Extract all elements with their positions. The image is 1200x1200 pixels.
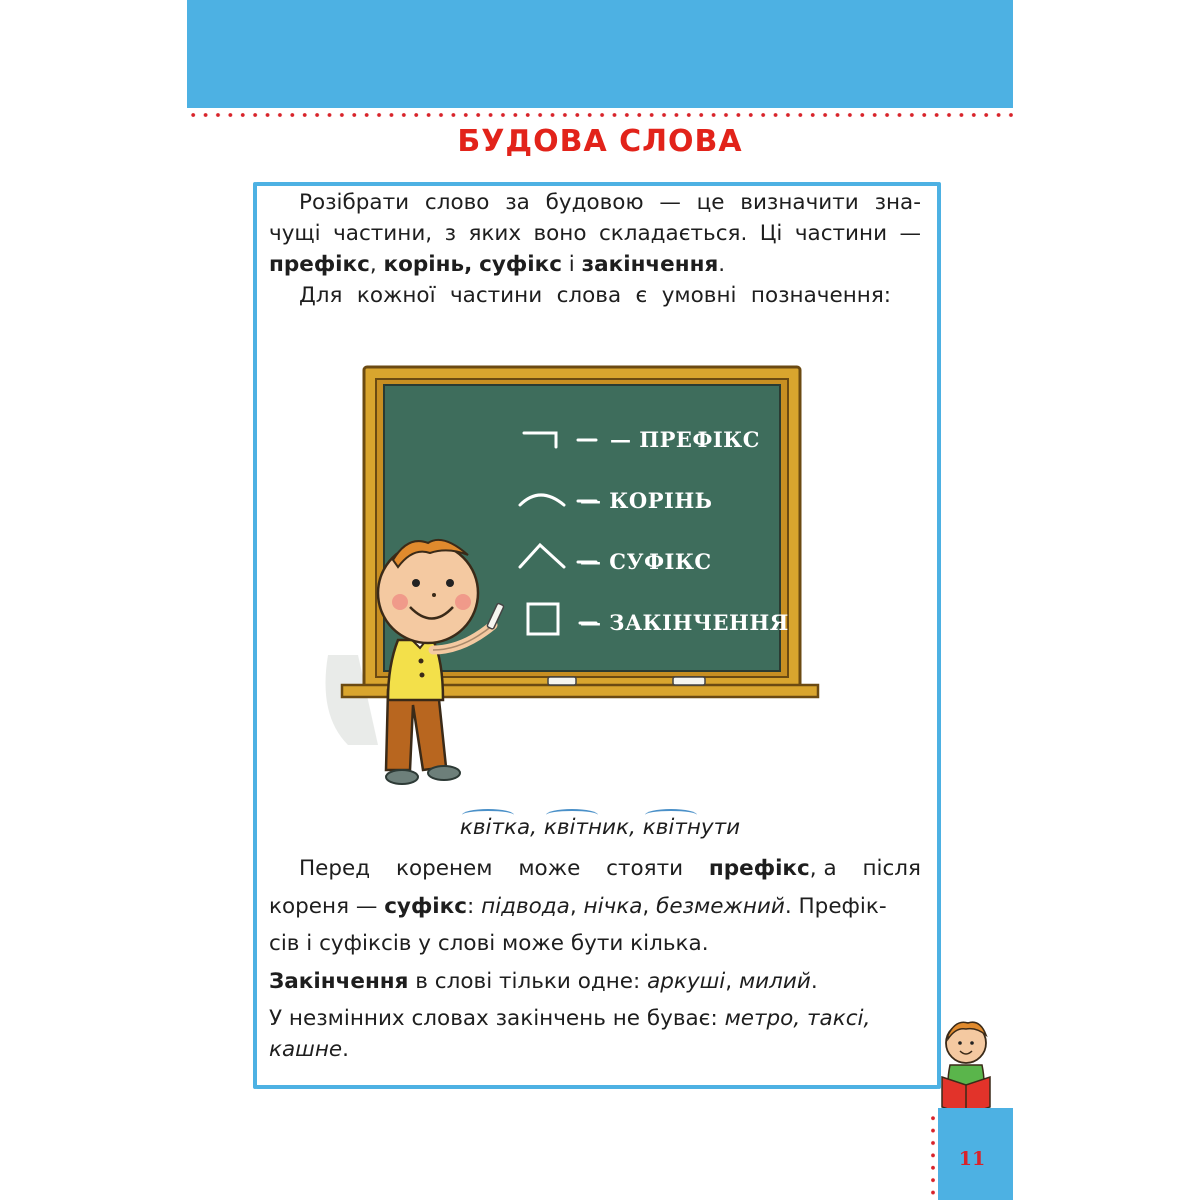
term-suffix: суфікс	[479, 252, 562, 277]
term-ending: закінчення	[581, 252, 719, 277]
example-word	[643, 815, 740, 840]
text: в слові тільки одне:	[408, 969, 648, 994]
example-kashne: кашне	[269, 1037, 343, 1062]
term-root: корінь,	[383, 252, 473, 277]
text: У незмінних словах закінчень не буває:	[269, 1006, 725, 1031]
text: . Префік-	[784, 894, 887, 919]
root-arc-mark	[645, 809, 697, 821]
word: коренем	[395, 856, 493, 881]
example-word	[544, 815, 636, 840]
word: Перед	[299, 856, 371, 881]
legend-prefix-label: — ПРЕФІКС	[610, 427, 761, 452]
para3-line-3	[269, 1035, 921, 1065]
page-title: БУДОВА СЛОВА	[457, 124, 743, 159]
example-text: квітнути	[642, 815, 741, 840]
intro-line-1: Розібрати слово за будовою — це визначити зна-	[299, 190, 921, 215]
word: , а	[809, 856, 837, 881]
word: стояти	[606, 856, 684, 881]
blackboard-illustration	[318, 355, 838, 795]
example-text: квітка,	[459, 815, 537, 840]
legend-suffix-label: — СУФІКС	[580, 549, 712, 574]
intro-line-4: Для кожної частини слова є умовні позначення:	[299, 283, 891, 308]
text: кореня —	[269, 894, 385, 919]
period: .	[342, 1037, 349, 1062]
frame-top-border	[255, 182, 939, 186]
example-nichka: нічка	[583, 894, 643, 919]
conj: і	[561, 252, 582, 277]
header-band	[187, 0, 1013, 108]
example-mylyi: милий	[738, 969, 811, 994]
frame-right-border	[937, 182, 941, 1089]
word: може	[518, 856, 581, 881]
sep: ,	[369, 252, 384, 277]
term-prefix: префікс	[269, 252, 370, 277]
term-ending: Закінчення	[269, 969, 409, 994]
period: .	[718, 252, 726, 277]
example-bezmezhnyi: безмежний	[656, 894, 785, 919]
legend-ending-label: — ЗАКІНЧЕННЯ	[580, 610, 789, 635]
intro-line-3	[269, 250, 921, 280]
legend-root-label: — КОРІНЬ	[580, 488, 713, 513]
example-metro: метро,	[724, 1006, 801, 1031]
frame-bottom-border	[255, 1085, 939, 1089]
term-prefix: префікс	[708, 856, 810, 881]
term-suffix: суфікс	[384, 894, 467, 919]
blackboard-svg	[318, 355, 838, 795]
example-arkushi: аркуші	[647, 969, 726, 994]
dotted-divider-vertical	[930, 1112, 936, 1200]
para2-line-3: сів і суфіксів у слові може бути кілька.	[269, 931, 709, 956]
para2-line-1	[269, 854, 921, 884]
root-examples	[0, 815, 1200, 840]
word: після	[862, 856, 921, 881]
example-text: квітник,	[543, 815, 636, 840]
colon: :	[467, 894, 482, 919]
dotted-divider	[187, 112, 1013, 118]
example-word	[460, 815, 537, 840]
root-arc-mark	[462, 809, 514, 821]
para2-line-2: кореня — суфікс: підвода, нічка, безмежний. Префік-	[269, 894, 887, 919]
example-taksi: таксі,	[807, 1006, 871, 1031]
intro-line-2: чущі частини, з яких воно складається. Ці частини —	[269, 221, 921, 246]
example-podvoda: підвода	[481, 894, 570, 919]
page-number: 11	[958, 1148, 986, 1170]
para3-line-2	[269, 1004, 921, 1034]
frame-left-border	[253, 182, 257, 1089]
root-arc-mark	[546, 809, 598, 821]
para3-line-1: Закінчення в слові тільки одне: аркуші, милий.	[269, 969, 818, 994]
